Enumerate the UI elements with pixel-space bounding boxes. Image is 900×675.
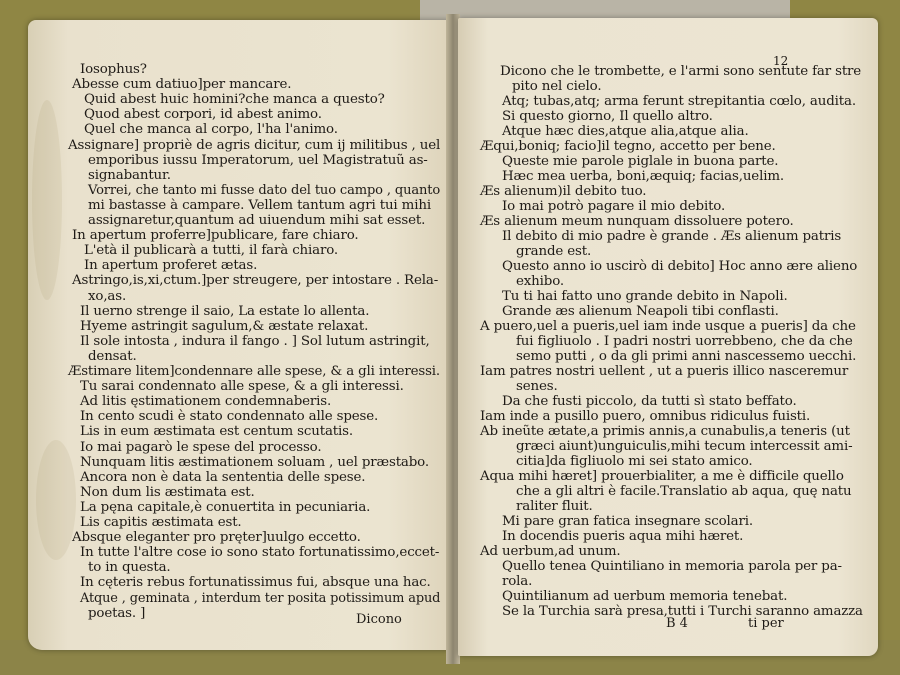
text-line: rola. bbox=[502, 574, 533, 589]
text-line: Il uerno strenge il saio, La estate lo allenta. bbox=[80, 303, 370, 319]
text-line: exhibo. bbox=[516, 274, 564, 289]
text-line: grande est. bbox=[516, 244, 592, 259]
text-line: Quod abest corpori, id abest animo. bbox=[84, 107, 322, 123]
left-page bbox=[28, 20, 450, 650]
text-line: Æqui,boniq; facio]il tegno, accetto per bene. bbox=[480, 139, 776, 154]
text-line: Ab ineũte ætate,a primis annis,a cunabulis,a teneris (ut bbox=[480, 424, 850, 439]
text-line: densat. bbox=[88, 348, 137, 364]
text-line: Il sole intosta , indura il fango . ] Sol lutum astringit, bbox=[80, 333, 430, 349]
text-line: A puero,uel a pueris,uel iam inde usque a pueris] da che bbox=[480, 319, 856, 334]
text-line: In docendis pueris aqua mihi hæret. bbox=[502, 529, 744, 544]
text-line: Æstimare litem]condennare alle spese, & a gli interessi. bbox=[68, 364, 441, 379]
page-stain bbox=[36, 440, 76, 560]
text-line: Tu ti hai fatto uno grande debito in Napoli. bbox=[502, 289, 788, 304]
text-line: Io mai potrò pagare il mio debito. bbox=[502, 199, 726, 214]
text-line: In apertum proferre]publicare, fare chiaro. bbox=[72, 228, 359, 244]
text-line: Quintilianum ad uerbum memoria tenebat. bbox=[502, 589, 788, 604]
text-line: Quel che manca al corpo, l'ha l'animo. bbox=[84, 122, 338, 138]
text-line: Da che fusti piccolo, da tutti sì stato beffato. bbox=[502, 394, 797, 409]
text-line: Iam inde a pusillo puero, omnibus ridiculus fuisti. bbox=[480, 409, 811, 424]
text-line: Æs alienum)il debito tuo. bbox=[480, 184, 647, 199]
left-catchword: Dicono bbox=[356, 612, 402, 627]
text-line: Assignare] propriè de agris dicitur, cum ij militibus , uel bbox=[68, 137, 441, 153]
page-stain bbox=[32, 100, 62, 300]
text-line: Vorrei, che tanto mi fusse dato del tuo campo , quanto bbox=[88, 182, 441, 198]
right-page bbox=[458, 18, 878, 656]
text-line: Iam patres nostri uellent , ut a pueris illico nasceremur bbox=[480, 364, 849, 379]
text-line: Io mai pagarò le spese del processo. bbox=[80, 439, 322, 455]
text-line: Ad uerbum,ad unum. bbox=[480, 544, 621, 559]
text-line: Hyeme astringit sagulum,& æstate relaxat. bbox=[80, 318, 369, 334]
text-line: senes. bbox=[516, 379, 558, 394]
text-line: mi bastasse à campare. Vellem tantum agri tui mihi bbox=[88, 197, 431, 213]
text-line: Atque hæc dies,atque alia,atque alia. bbox=[502, 124, 749, 139]
text-line: signabantur. bbox=[88, 167, 171, 183]
text-line: Hæc mea uerba, boni,æquiq; facias,uelim. bbox=[502, 169, 785, 184]
text-line: Lis capitis æstimata est. bbox=[80, 515, 242, 530]
text-line: to in questa. bbox=[88, 560, 171, 576]
text-line: L'età il publicarà a tutti, il farà chiaro. bbox=[84, 243, 339, 259]
text-line: Se la Turchia sarà presa,tutti i Turchi saranno amazza bbox=[502, 604, 863, 619]
text-line: Ad litis ęstimationem condemnaberis. bbox=[80, 394, 332, 410]
text-line: Si questo giorno, Il quello altro. bbox=[502, 109, 713, 124]
text-line: poetas. ] bbox=[88, 605, 146, 621]
text-line: Il debito di mio padre è grande . Æs alienum patris bbox=[502, 229, 842, 244]
text-line: Lis in eum æstimata est centum scutatis. bbox=[80, 424, 353, 440]
text-line: raliter fluit. bbox=[516, 499, 593, 514]
text-line: Aqua mihi hæret] prouerbialiter, a me è difficile quello bbox=[480, 469, 844, 484]
text-line: Tu sarai condennato alle spese, & a gli interessi. bbox=[80, 379, 404, 395]
text-line: Æs alienum meum nunquam dissoluere potero. bbox=[480, 214, 794, 229]
page-folio-number: 12 bbox=[773, 54, 789, 68]
text-line: Iosophus? bbox=[80, 62, 147, 77]
text-line: In cento scudi è stato condennato alle spese. bbox=[80, 409, 379, 425]
text-line: pito nel cielo. bbox=[512, 79, 602, 94]
text-line: fui figliuolo . I padri nostri uorrebbeno, che da che bbox=[516, 334, 853, 349]
text-line: In cęteris rebus fortunatissimus fui, absque una hac. bbox=[80, 575, 431, 591]
text-line: Atque , geminata , interdum ter posita potissimum apud bbox=[80, 590, 441, 606]
text-line: Abesse cum datiuo]per mancare. bbox=[72, 77, 292, 93]
text-line: La pęna capitale,è conuertita in pecuniaria. bbox=[80, 499, 371, 515]
text-line: Queste mie parole piglale in buona parte. bbox=[502, 154, 779, 169]
signature-mark: B 4 bbox=[666, 616, 688, 631]
text-line: Ancora non è data la sententia delle spese. bbox=[80, 469, 366, 485]
text-line: Atq; tubas,atq; arma ferunt strepitantia cœlo, audita. bbox=[502, 94, 856, 109]
right-catchword: ti per bbox=[748, 616, 784, 631]
text-line: In tutte l'altre cose io sono stato fortunatissimo,eccet- bbox=[80, 545, 440, 561]
text-line: Nunquam litis æstimationem soluam , uel præstabo. bbox=[80, 454, 429, 470]
text-line: Absque eleganter pro pręter]uulgo eccetto. bbox=[72, 530, 361, 546]
text-line: Grande æs alienum Neapoli tibi conflasti. bbox=[502, 304, 779, 319]
text-line: che a gli altri è facile.Translatio ab aqua, quę natu bbox=[516, 484, 852, 499]
text-line: citia]da figliuolo mi sei stato amico. bbox=[516, 454, 753, 469]
text-line: Mi pare gran fatica insegnare scolari. bbox=[502, 514, 753, 529]
text-line: In apertum proferet ætas. bbox=[84, 258, 258, 274]
text-line: Questo anno io uscirò di debito] Hoc anno ære alieno bbox=[502, 259, 858, 274]
text-line: xo,as. bbox=[88, 288, 127, 304]
text-line: Dicono che le trombette, e l'armi sono sentute far stre bbox=[500, 64, 862, 79]
text-line: semo putti , o da gli primi anni nascessemo uecchi. bbox=[516, 349, 857, 364]
text-line: græci aiunt)unguiculis,mihi tecum intercessit ami- bbox=[516, 439, 853, 454]
text-line: Astringo,is,xi,ctum.]per streugere, per intostare . Rela- bbox=[72, 273, 439, 289]
text-line: Quello tenea Quintiliano in memoria parola per pa- bbox=[502, 559, 842, 574]
text-line: emporibus iussu Imperatorum, uel Magistratuũ as- bbox=[88, 152, 428, 168]
text-line: Quid abest huic homini?che manca a questo? bbox=[84, 92, 385, 108]
text-line: Non dum lis æstimata est. bbox=[80, 484, 255, 500]
text-line: assignaretur,quantum ad uiuendum mihi sat esset. bbox=[88, 213, 426, 228]
